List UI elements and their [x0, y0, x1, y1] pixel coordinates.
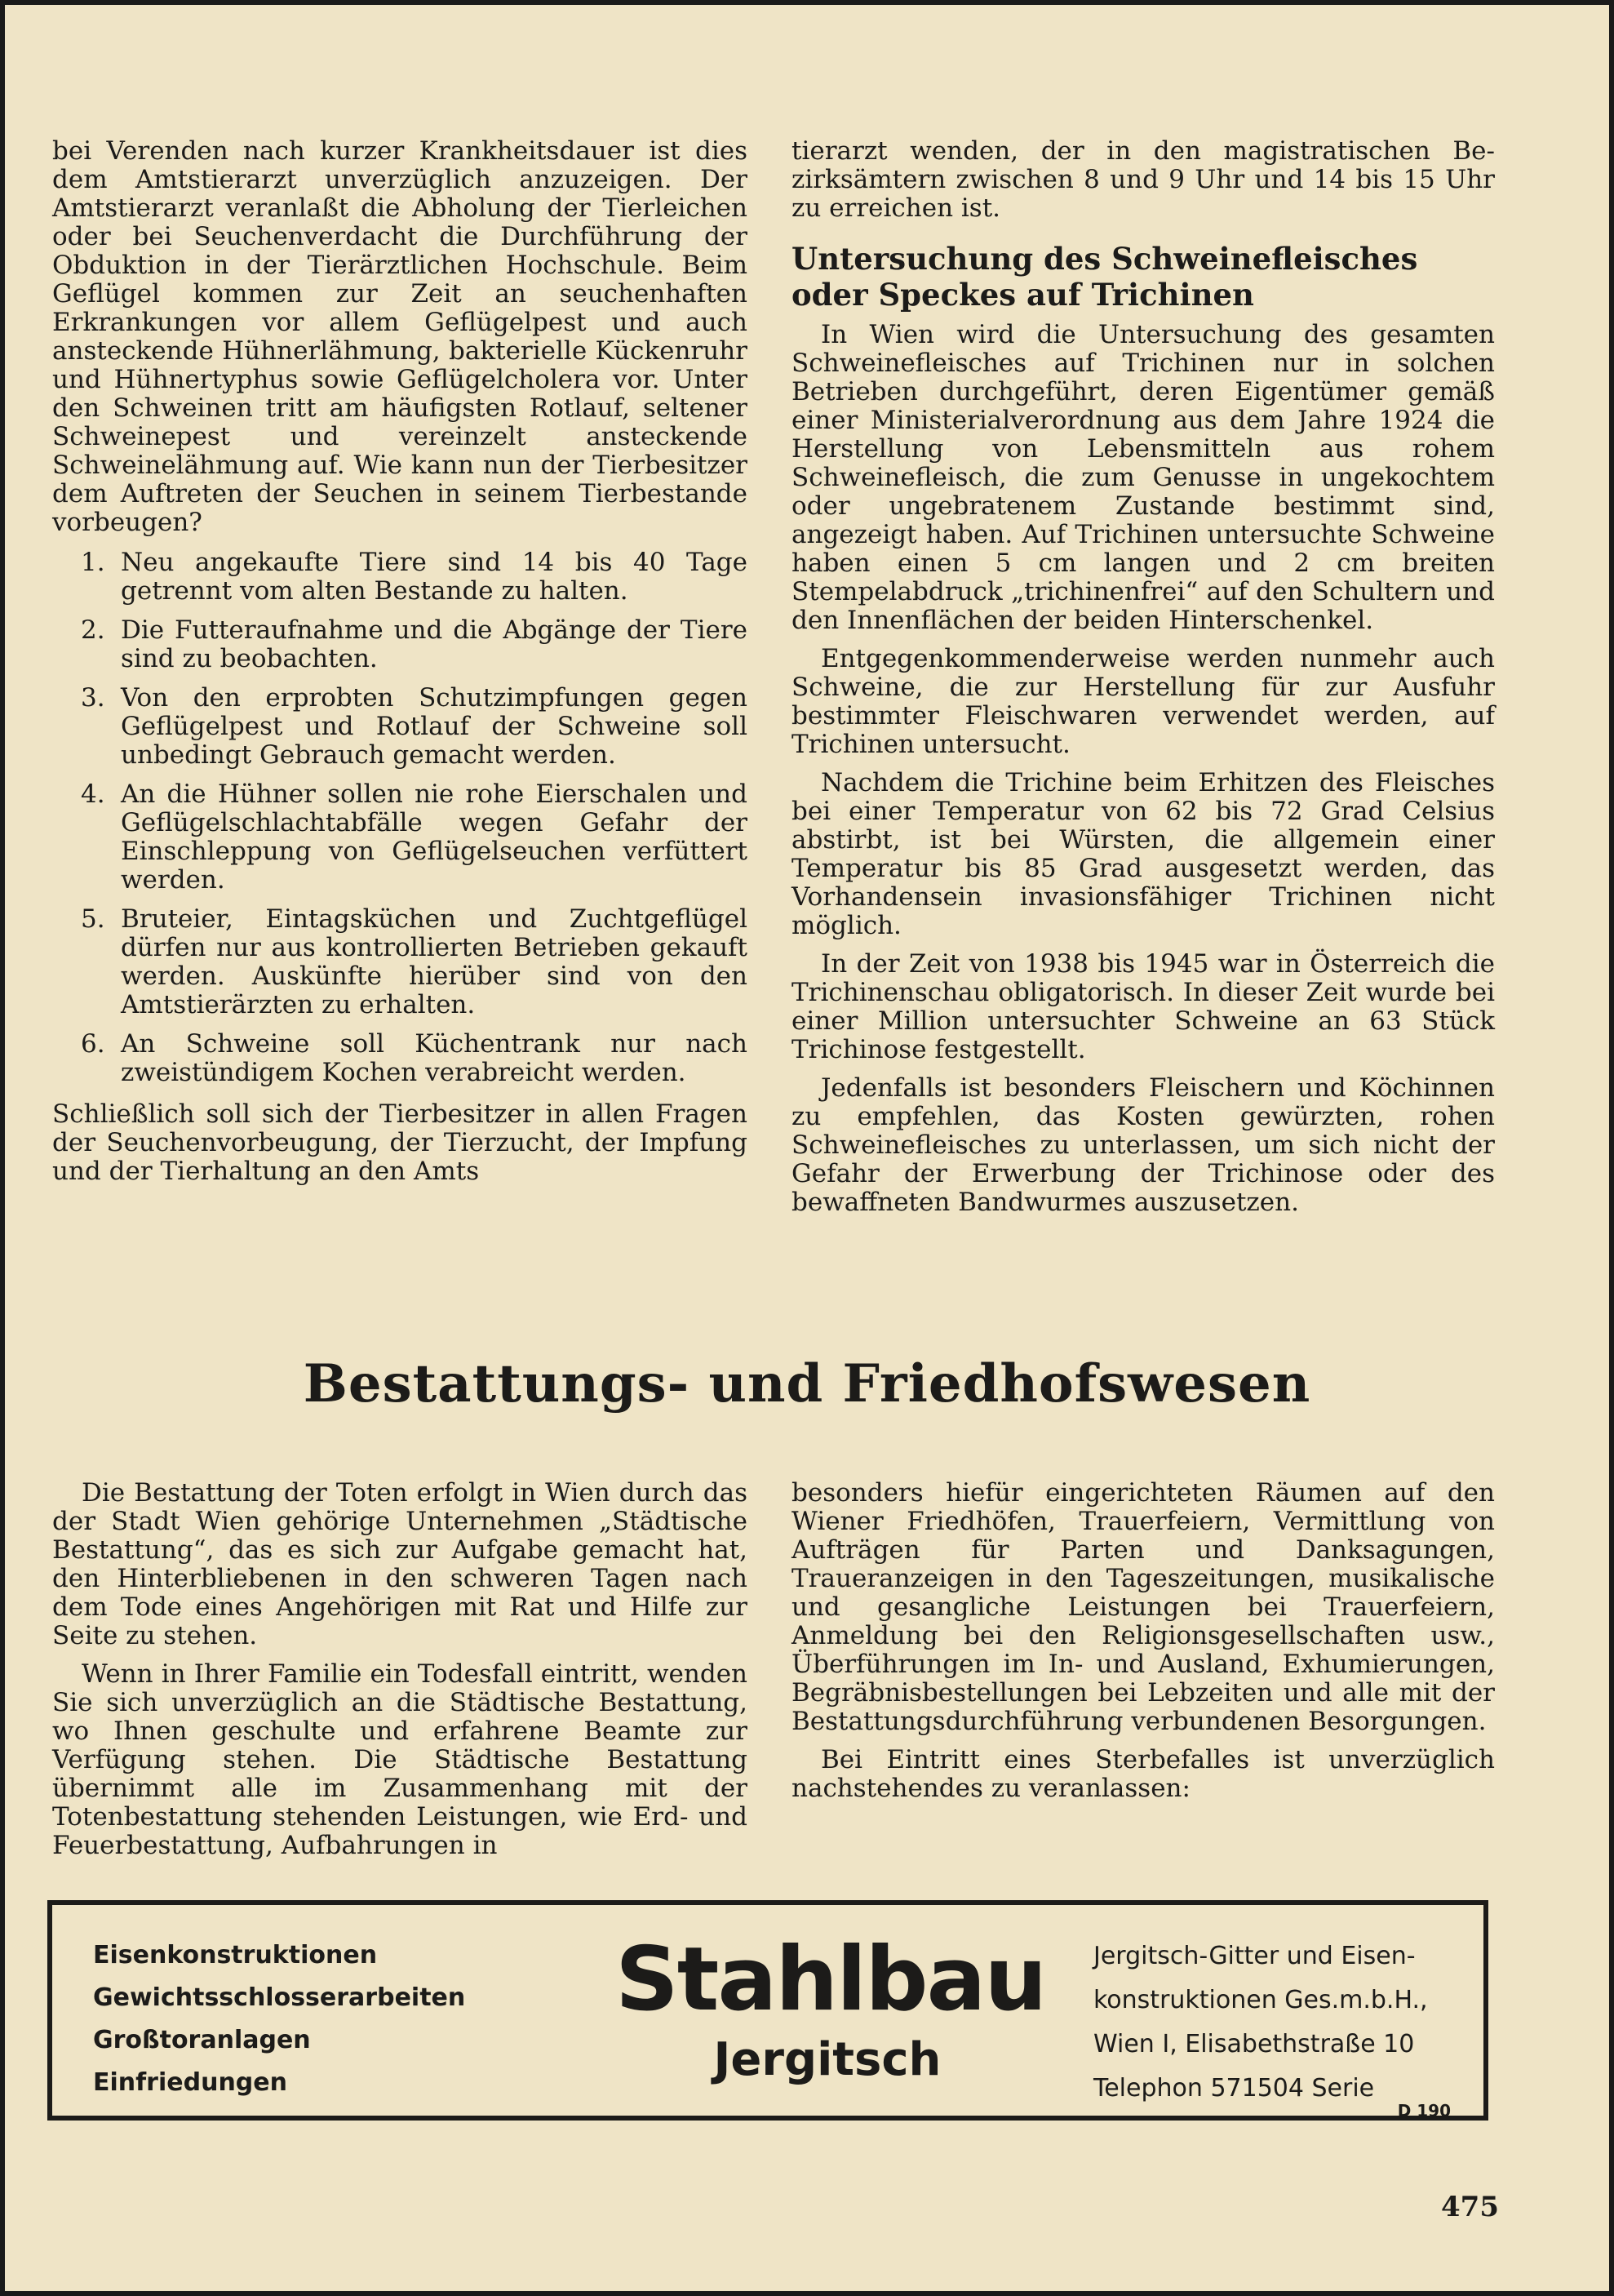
ad-contact-line: konstruktionen Ges.m.b.H., [1093, 1986, 1428, 2014]
ad-contact-line: Jergitsch-Gitter und Eisen- [1093, 1942, 1416, 1970]
ad-service-line: Großtoranlagen [93, 2026, 311, 2054]
paragraph: bei Verenden nach kurzer Krankheitsdauer ist dies dem Amtstierarzt unverzüglich anzuzeigen. Der Amtstierarzt veranlaßt die Abholung der Tierleichen oder bei Seuchenverdacht die Durchführung der Obduktion in der Tierärztlichen Hochschule. Beim Geflügel kommen zur Zeit an seuchenhaften Erkrankungen vor allem Geflügelpest und auch ansteckende Hühnerlähmung, bakterielle Kückenruhr und Hühnertyphus sowie Geflügelcholera vor. Unter den Schweinen tritt am häufigsten Rotlauf, seltener Schweinepest und vereinzelt ansteckende Schweinelähmung auf. Wie kann nun der Tierbesitzer dem Auftreten der Seuchen in seinem Tierbestande vorbeugen? [52, 136, 747, 537]
list-text: An die Hühner sollen nie rohe Eierschalen und Geflügelschlachtabfälle wegen Gefahr der Einschleppung von Geflügelseuchen verfüttert werden. [121, 779, 747, 895]
ad-contact [1093, 1934, 1428, 2111]
list-item [52, 905, 747, 1019]
list-number: 6. [81, 1029, 105, 1059]
advertisement-box [47, 1900, 1488, 2121]
ad-services [93, 1934, 465, 2104]
paragraph: Bei Eintritt eines Sterbefalles ist unverzüglich nachstehendes zu veranlassen: [791, 1745, 1495, 1803]
ad-service-line: Einfriedungen [93, 2068, 287, 2097]
paragraph: besonders hiefür eingerichteten Räumen auf den Wiener Friedhöfen, Trauerfeiern, Vermittlung von Aufträgen für Parten und Danksagungen, Traueranzeigen in den Tageszeitungen, musikalische und gesangliche Leistungen bei Trauerfeiern, Anmeldung bei den Religionsgesellschaften usw., Überführungen im In- und Ausland, Exhumierungen, Begräbnisbestellungen bei Lebzeiten und alle mit der Bestattungsdurchführung verbundenen Besorgungen. [791, 1478, 1495, 1736]
ad-logo: Stahlbau [615, 1929, 1046, 2031]
paragraph: Jedenfalls ist besonders Fleischern und Köchinnen zu empfehlen, das Kosten gewürzten, rohen Schweinefleisches zu unterlassen, um sich nicht der Gefahr der Erwerbung der Trichinose oder des bewaffneten Bandwurmes auszusetzen. [791, 1073, 1495, 1217]
ad-contact-line: Telephon 571504 Serie [1093, 2074, 1375, 2103]
ad-logo-block [615, 1929, 1046, 2088]
paragraph: Schließlich soll sich der Tierbesitzer in allen Fragen der Seuchenvorbeugung, der Tierzucht, der Impfung und der Tierhaltung an den Amts [52, 1099, 747, 1186]
list-number: 5. [81, 904, 105, 934]
list-text: Von den erprobten Schutzimpfungen gegen Geflügelpest und Rotlauf der Schweine soll unbedingt Gebrauch gemacht werden. [121, 683, 747, 770]
ad-code: D 190 [1397, 2101, 1451, 2121]
ad-service-line: Eisenkonstruktionen [93, 1941, 378, 1970]
list-number: 3. [81, 683, 105, 713]
list-item [52, 780, 747, 895]
paragraph: Die Bestattung der Toten erfolgt in Wien durch das der Stadt Wien gehörige Unternehmen „Städtische Bestattung“, das es sich zur Aufgabe gemacht hat, den Hinterbliebenen in den schweren Tagen nach dem Tode eines Angehörigen mit Rat und Hilfe zur Seite zu stehen. [52, 1478, 747, 1650]
paragraph: In Wien wird die Untersuchung des gesamten Schweinefleisches auf Trichinen nur in solchen Betrieben durchgeführt, deren Eigentümer gemäß einer Ministerialverordnung aus dem Jahre 1924 die Herstellung von Lebensmitteln aus rohem Schweinefleisch, die zum Genusse in ungekochtem oder ungebratenem Zustande bestimmt sind, angezeigt haben. Auf Trichinen untersuchte Schweine haben einen 5 cm langen und 2 cm breiten Stempelabdruck „trichinenfrei“ auf den Schultern und den Innenflächen der beiden Hinterschenkel. [791, 320, 1495, 635]
document-page [5, 5, 1609, 2291]
list-text: An Schweine soll Küchentrank nur nach zweistündigem Kochen verabreicht werden. [121, 1029, 747, 1087]
section-title: Bestattungs- und Friedhofswesen [303, 1353, 1311, 1414]
page-number: 475 [1441, 2191, 1499, 2223]
paragraph: Nachdem die Trichine beim Erhitzen des Fleisches bei einer Temperatur von 62 bis 72 Grad Celsius abstirbt, ist bei Würsten, die allgemein einer Temperatur bis 85 Grad ausgesetzt werden, das Vorhandensein invasionsfähiger Trichinen nicht möglich. [791, 768, 1495, 940]
list-item [52, 616, 747, 673]
paragraph: Wenn in Ihrer Familie ein Todesfall eintritt, wenden Sie sich unverzüglich an die Städtische Bestattung, wo Ihnen geschulte und erfahrene Beamte zur Verfügung stehen. Die Städtische Bestattung übernimmt alle im Zusammenhang mit der Totenbestattung stehenden Leistungen, wie Erd- und Feuerbestattung, Aufbahrungen in [52, 1659, 747, 1860]
column-left-bottom [52, 1479, 747, 1860]
paragraph: In der Zeit von 1938 bis 1945 war in Österreich die Trichinenschau obligatorisch. In dieser Zeit wurde bei einer Million untersuchter Schweine an 63 Stück Trichinose festgestellt. [791, 949, 1495, 1064]
list-number: 2. [81, 615, 105, 645]
list-item [52, 684, 747, 770]
list-text: Neu angekaufte Tiere sind 14 bis 40 Tage getrennt vom alten Bestande zu halten. [121, 548, 747, 606]
column-right-top [791, 137, 1495, 1217]
ad-service-line: Gewichtsschlosserarbeiten [93, 1983, 466, 2012]
paragraph: Entgegenkommenderweise werden nunmehr auch Schweine, die zur Herstellung für zur Ausfuhr bestimmter Fleischwaren verwendet werden, auf Trichinen untersucht. [791, 644, 1495, 759]
paragraph: tierarzt wenden, der in den magistratischen Bezirksämtern zwischen 8 und 9 Uhr und 14 bis 15 Uhr zu erreichen ist. [791, 136, 1495, 223]
ad-contact-line: Wien I, Elisabethstraße 10 [1093, 2030, 1415, 2058]
ad-logo-sub: Jergitsch [713, 2033, 942, 2086]
prevention-list [52, 548, 747, 1087]
column-left-top [52, 137, 747, 1186]
list-item [52, 1030, 747, 1087]
list-item [52, 548, 747, 606]
list-text: Bruteier, Eintagsküchen und Zuchtgeflügel dürfen nur aus kontrollierten Betrieben gekauft werden. Auskünfte hierüber sind von den Amtstierärzten zu erhalten. [121, 904, 747, 1019]
list-text: Die Futteraufnahme und die Abgänge der Tiere sind zu beobachten. [121, 615, 747, 673]
list-number: 4. [81, 779, 105, 809]
section-heading: Untersuchung des Schweinefleisches oder Speckes auf Trichinen [791, 241, 1418, 313]
list-number: 1. [81, 548, 105, 577]
column-right-bottom [791, 1479, 1495, 1803]
